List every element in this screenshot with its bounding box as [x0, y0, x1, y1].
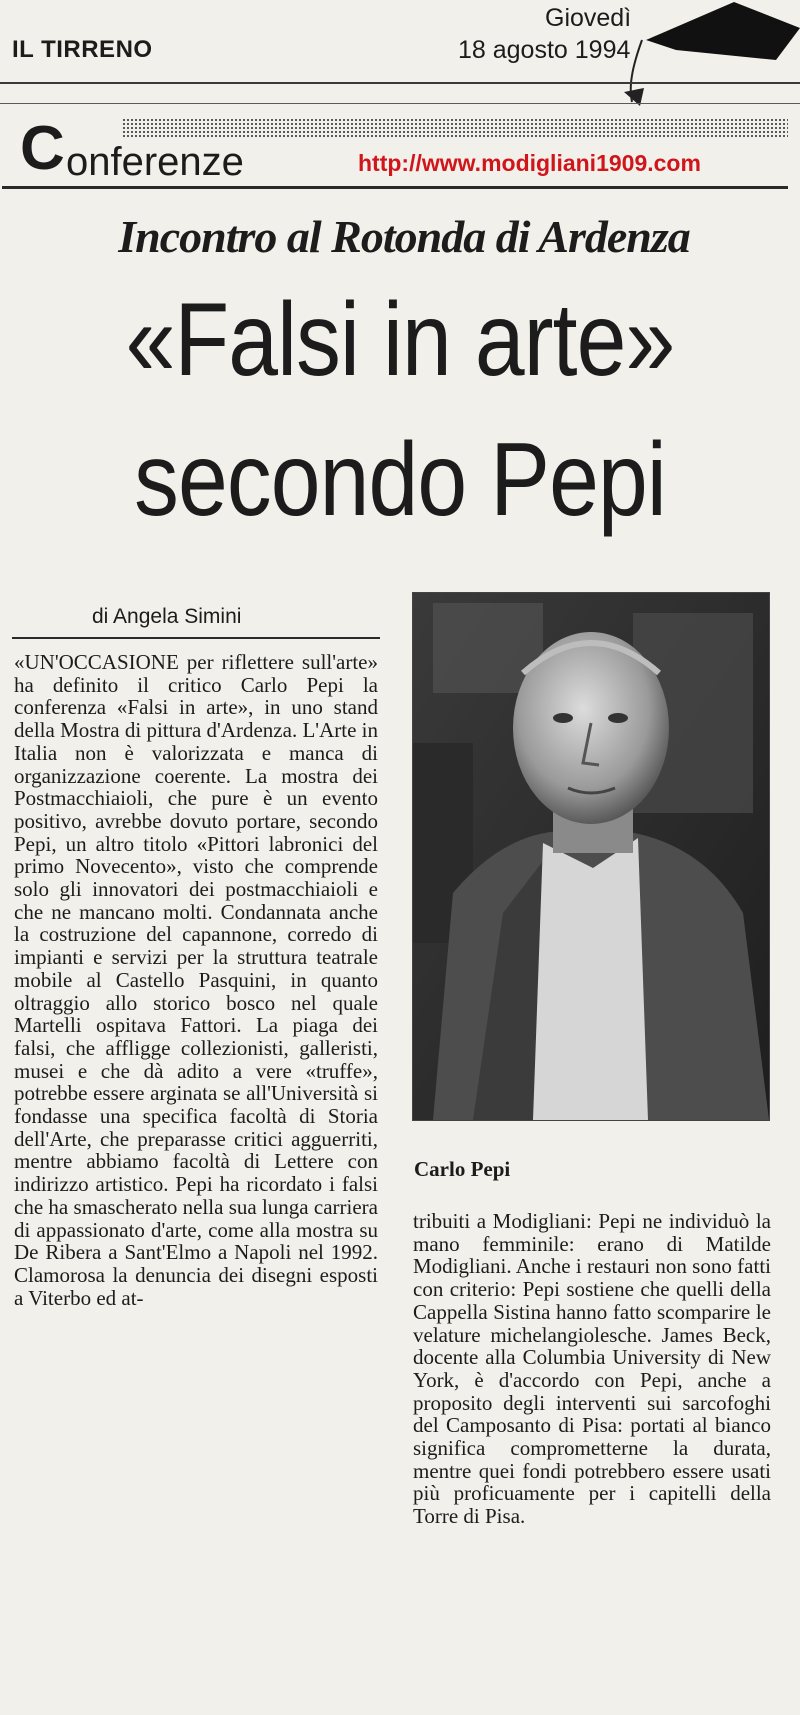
- byline: di Angela Simini: [92, 605, 242, 628]
- section-halftone-bar: [122, 118, 788, 138]
- section-rule: [2, 186, 788, 189]
- article-column-left: «UN'OCCASIONE per riflettere sull'arte» ha definito il critico Carlo Pepi la conferenza «Falsi in arte», in uno stand della Mostra di pittura d'Ardenza. L'Arte in Italia non è valorizzata e manca di organizzazione coerente. La mostra dei Postmacchiaioli, che pure è un evento positivo, avrebbe dovuto portare, secondo Pepi, un altro titolo «Pittori labronici del primo Novecento», visto che comprende solo gli innovatori dei postmacchiaioli e che ne mancano molti. Condannata anche la costruzione del capannone, corredo di impianti e servizi per la struttura teatrale mobile al Castello Pasquini, in quanto oltraggio allo storico bosco nel quale Martelli ospitava Fattori. La piaga dei falsi, che affligge collezionisti, galleristi, musei e che dà adito a vere «truffe», potrebbe essere arginata se all'Università si fondasse una specifica facoltà di Storia dell'Arte, che preparasse critici agguerriti, mentre abbiamo facoltà di Lettere con indirizzo artistico. Pepi ha ricordato i falsi che ha smascherato nella sua lunga carriera di appassionato d'arte, come alla mostra su De Ribera a Sant'Elmo a Napoli nel 1992. Clamorosa la denuncia dei disegni esposti a Viterbo ed at-: [14, 650, 378, 1310]
- portrait-illustration: [413, 593, 769, 1120]
- section-title: onferenze: [66, 140, 244, 184]
- issue-weekday: Giovedì: [545, 4, 632, 32]
- byline-rule: [12, 637, 380, 639]
- article-column-right: tribuiti a Modigliani: Pepi ne individuò la mano femminile: erano di Matilde Modigliani. Anche i restauri non sono fatti con criterio: Pepi sostiene che quelli della Cappella Sistina hanno fatto scomparire le velature michelangiolesche. James Beck, docente alla Columbia University di New York, è d'accordo con Pepi, anche a proposito degli interventi sui sarcofoghi del Camposanto di Pisa: portati al bianco significa comprometterne la durata, mentre quei fondi potrebbero essere usati più proficuamente per i capitelli della Torre di Pisa.: [413, 1209, 771, 1529]
- headline-line-2: secondo Pepi: [134, 422, 666, 538]
- portrait-photo: [412, 592, 770, 1121]
- header-rule: [0, 82, 800, 84]
- torn-corner-arrow-icon: [616, 0, 800, 110]
- watermark-url: http://www.modigliani1909.com: [358, 150, 701, 176]
- photo-caption: Carlo Pepi: [414, 1157, 511, 1181]
- section-initial: C: [20, 114, 65, 183]
- headline-kicker: Incontro al Rotonda di Ardenza: [118, 211, 690, 262]
- issue-date: 18 agosto 1994: [458, 36, 631, 64]
- newspaper-masthead: IL TIRRENO: [12, 36, 153, 63]
- header-rule-thin: [0, 103, 800, 104]
- headline-line-1: «Falsi in arte»: [125, 282, 675, 398]
